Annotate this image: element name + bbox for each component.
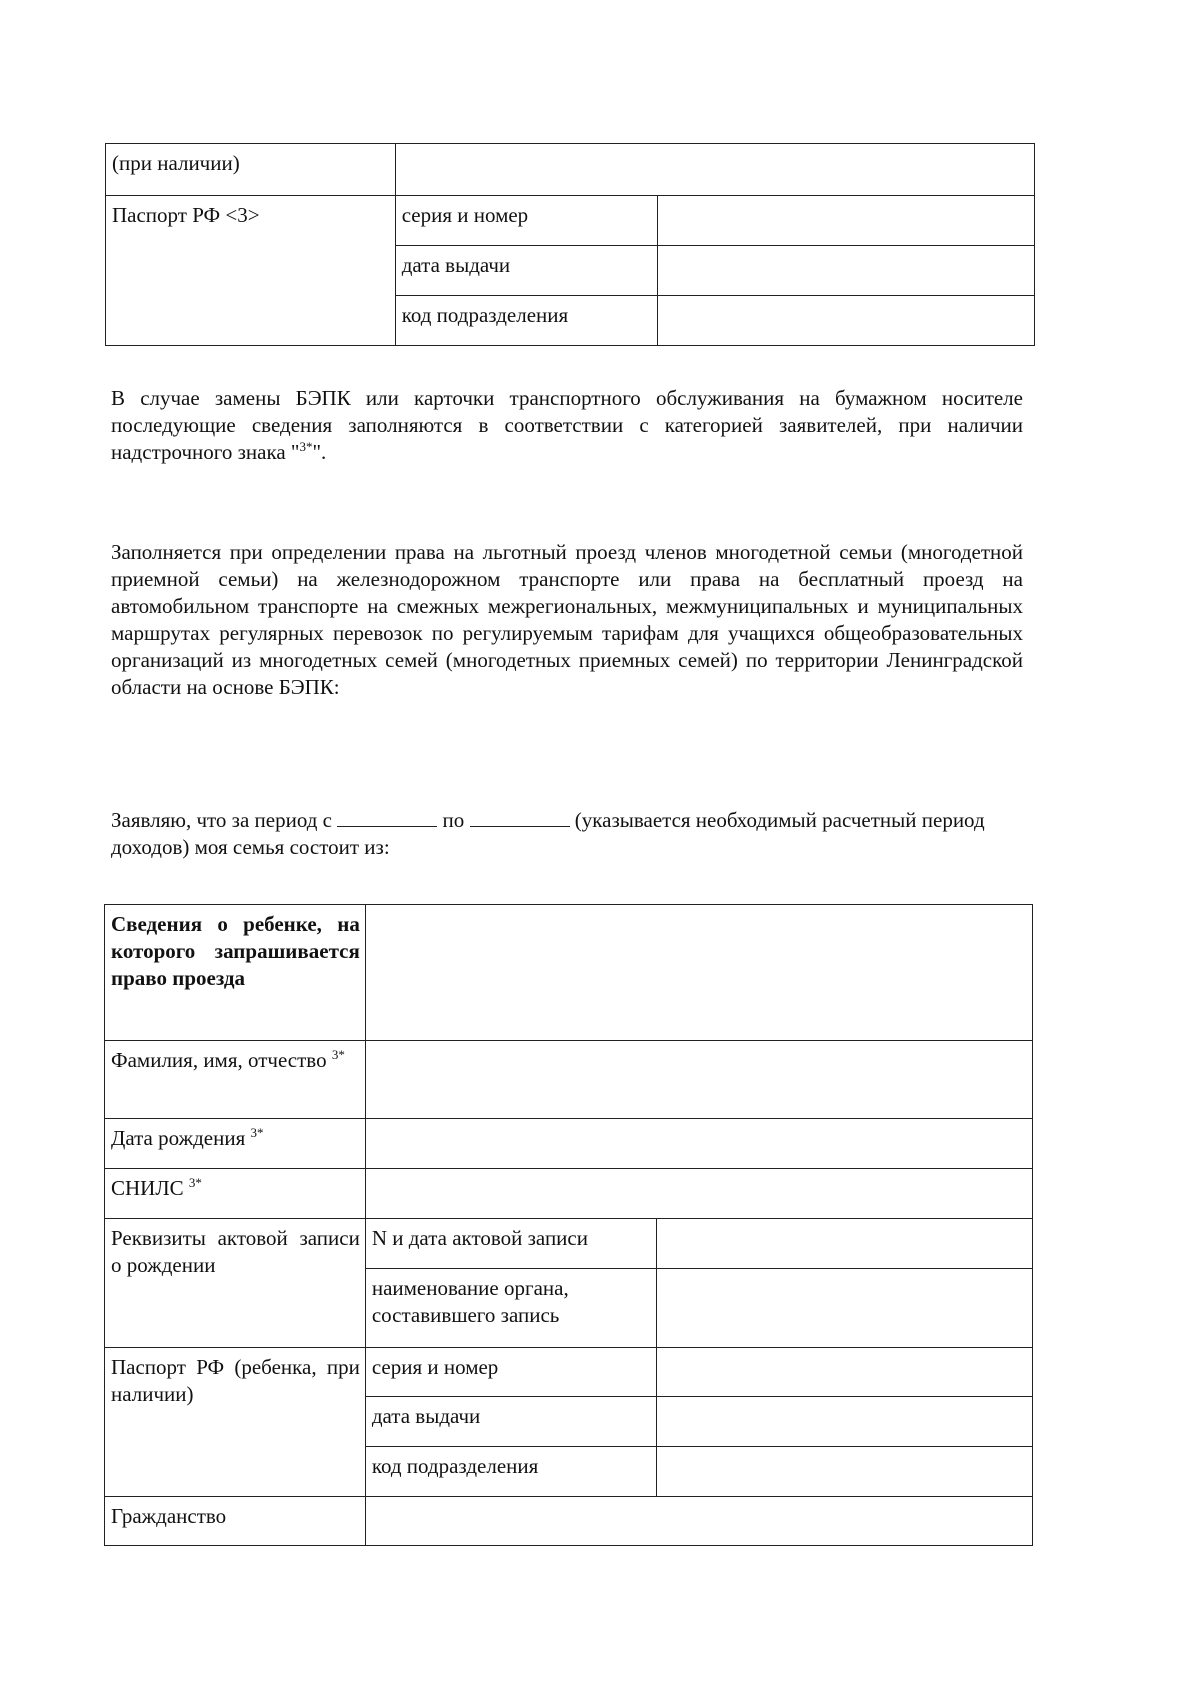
- citizenship-label: Гражданство: [105, 1497, 366, 1546]
- instruction-paragraph: Заполняется при определении права на льготный проезд членов многодетной семьи (многодетной приемной семьи) на железнодорожном транспорте или права на бесплатный проезд на автомобильном транспорте на смежных межрегиональных, межмуниципальных и муниципальных маршрутах регулярных перевозок по регулируемым тарифам для учащихся общеобразовательных организаций из многодетных семей (многодетных приемных семей) по территории Ленинградской области на основе БЭПК:: [111, 540, 1023, 699]
- field-label: серия и номер: [395, 196, 657, 246]
- input-cell[interactable]: [656, 1348, 1032, 1397]
- field-label: дата выдачи: [365, 1397, 656, 1447]
- field-label: код подразделения: [365, 1447, 656, 1497]
- superscript-mark: 3*: [250, 1125, 264, 1140]
- child-info-header: Сведения о ребенке, на которого запрашивается право проезда: [105, 905, 366, 1041]
- period-from-blank[interactable]: [337, 808, 437, 827]
- input-cell[interactable]: [657, 246, 1034, 296]
- act-record-label: Реквизиты актовой записи о рождении: [105, 1219, 366, 1348]
- input-cell[interactable]: [365, 1119, 1032, 1169]
- snils-label: СНИЛС $^{3*}$: [105, 1169, 366, 1219]
- row-label: (при наличии): [106, 144, 396, 196]
- input-cell[interactable]: [365, 1169, 1032, 1219]
- field-label: код подразделения: [395, 296, 657, 346]
- birth-date-label: Дата рождения $^{3*}$: [105, 1119, 366, 1169]
- input-cell[interactable]: [656, 1447, 1032, 1497]
- field-label: наименование органа, составившего запись: [365, 1269, 656, 1348]
- input-cell[interactable]: [656, 1269, 1032, 1348]
- field-label: серия и номер: [365, 1348, 656, 1397]
- note-paragraph: В случае замены БЭПК или карточки транспортного обслуживания на бумажном носителе последующие сведения заполняются в соответствии с категорией заявителей, при наличии надстрочного знака "$^{3*}$".: [111, 386, 1023, 464]
- field-label: N и дата актовой записи: [365, 1219, 656, 1269]
- fio-label: Фамилия, имя, отчество $^{3*}$: [105, 1041, 366, 1119]
- passport-table: [105, 143, 1035, 346]
- child-info-table: [104, 904, 1033, 1546]
- declaration-paragraph: Заявляю, что за период с по (указывается необходимый расчетный период доходов) моя семья состоит из:: [111, 808, 985, 859]
- input-cell[interactable]: [365, 1041, 1032, 1119]
- passport-label: Паспорт РФ <3>: [106, 196, 396, 346]
- input-cell[interactable]: [657, 296, 1034, 346]
- input-cell[interactable]: [656, 1397, 1032, 1447]
- field-label: дата выдачи: [395, 246, 657, 296]
- superscript-mark: 3*: [188, 1175, 202, 1190]
- input-cell[interactable]: [365, 905, 1032, 1041]
- superscript-mark: 3*: [331, 1047, 345, 1062]
- superscript-mark: 3*: [299, 439, 313, 454]
- input-cell[interactable]: [395, 144, 1034, 196]
- input-cell[interactable]: [656, 1219, 1032, 1269]
- period-to-blank[interactable]: [470, 808, 570, 827]
- child-passport-label: Паспорт РФ (ребенка, при наличии): [105, 1348, 366, 1497]
- input-cell[interactable]: [365, 1497, 1032, 1546]
- input-cell[interactable]: [657, 196, 1034, 246]
